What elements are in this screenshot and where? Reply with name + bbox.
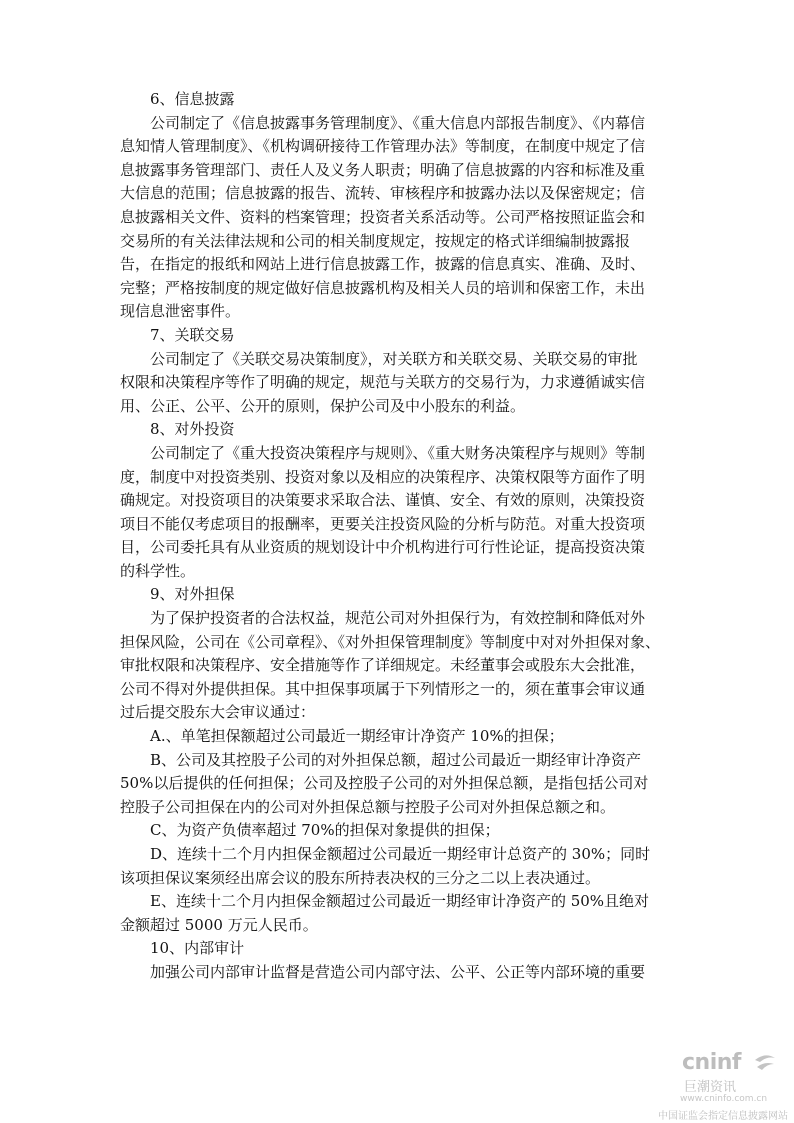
cninfo-watermark: [648, 1046, 794, 1123]
text-line: 控股子公司担保在内的公司对外担保总额与控股子公司对外担保总额之和。: [120, 797, 616, 816]
text-line: B、公司及其控股子公司的对外担保总额，超过公司最近一期经审计净资产: [150, 750, 642, 769]
text-line: 现信息泄密事件。: [120, 302, 241, 321]
text-line: 公司不得对外提供担保。其中担保事项属于下列情形之一的，须在董事会审议通: [120, 679, 646, 698]
text-line: D、连续十二个月内担保金额超过公司最近一期经审计总资产的 30%；同时: [150, 845, 651, 863]
text-line: 告，在指定的报纸和网站上进行信息披露工作，披露的信息真实、准确、及时、: [120, 255, 646, 274]
text-line: 该项担保议案须经出席会议的股东所持表决权的三分之二以上表决通过。: [120, 868, 601, 887]
text-line: 6、信息披露: [150, 90, 235, 108]
text-line: 过后提交股东大会审议通过：: [120, 703, 316, 722]
text-line: 度，制度中对投资类别、投资对象以及相应的决策程序、决策权限等方面作了明: [120, 467, 646, 486]
text-line: 50%以后提供的任何担保；公司及控股子公司的对外担保总额，是指包括公司对: [120, 774, 649, 793]
text-line: 7、关联交易: [150, 325, 235, 344]
text-line: 大信息的范围；信息披露的报告、流转、审核程序和披露办法以及保密规定；信: [120, 184, 646, 203]
watermark-subtitle: 巨潮资讯: [684, 1080, 737, 1095]
text-line: 目，公司委托具有从业资质的规划设计中介机构进行可行性论证，提高投资决策: [120, 538, 646, 557]
watermark-logo: cninf: [682, 1050, 741, 1075]
text-line: 公司制定了《关联交易决策制度》，对关联方和关联交易、关联交易的审批: [150, 349, 638, 368]
text-line: 为了保护投资者的合法权益，规范公司对外担保行为，有效控制和降低对外: [150, 609, 646, 628]
text-line: 项目不能仅考虑项目的报酬率，更要关注投资风险的分析与防范。对重大投资项: [120, 514, 646, 533]
text-line: 9、对外担保: [150, 585, 235, 604]
text-line: 完整；严格按制度的规定做好信息披露机构及相关人员的培训和保密工作，未出: [120, 278, 646, 297]
text-line: 公司制定了《重大投资决策程序与规则》、《重大财务决策程序与规则》等制: [150, 443, 646, 462]
text-line: 金额超过 5000 万元人民币。: [120, 915, 318, 934]
document-body: [120, 88, 680, 985]
text-line: A.、单笔担保额超过公司最近一期经审计净资产 10%的担保；: [150, 727, 564, 746]
watermark-caption: 中国证监会指定信息披露网站: [658, 1111, 788, 1122]
text-line: 确规定。对投资项目的决策要求采取合法、谨慎、安全、有效的原则，决策投资: [120, 491, 646, 510]
text-line: 10、内部审计: [150, 939, 245, 958]
text-line: 的科学性。: [120, 561, 196, 580]
text-line: 审批权限和决策程序、安全措施等作了详细规定。未经董事会或股东大会批准，: [120, 656, 646, 675]
text-line: 公司制定了《信息披露事务管理制度》、《重大信息内部报告制度》、《内幕信: [150, 113, 646, 132]
text-line: 交易所的有关法律法规和公司的相关制度规定，按规定的格式详细编制披露报: [120, 231, 631, 250]
text-line: C、为资产负债率超过 70%的担保对象提供的担保；: [150, 821, 500, 840]
text-line: 息知情人管理制度》、《机构调研接待工作管理办法》等制度，在制度中规定了信: [120, 137, 646, 156]
text-line: 息披露事务管理部门、责任人及义务人职责；明确了信息披露的内容和标准及重: [120, 160, 646, 179]
text-line: 加强公司内部审计监督是营造公司内部守法、公平、公正等内部环境的重要: [150, 962, 646, 981]
text-line: 担保风险，公司在《公司章程》、《对外担保管理制度》等制度中对对外担保对象、: [120, 632, 661, 651]
cninfo-swirl-icon: [752, 1052, 778, 1074]
text-line: 8、对外投资: [150, 420, 235, 439]
text-line: 用、公正、公平、公开的原则，保护公司及中小股东的利益。: [120, 396, 526, 415]
text-line: E、连续十二个月内担保金额超过公司最近一期经审计净资产的 50%且绝对: [150, 892, 650, 911]
text-line: 权限和决策程序等作了明确的规定，规范与关联方的交易行为，力求遵循诚实信: [120, 373, 646, 392]
text-line: 息披露相关文件、资料的档案管理；投资者关系活动等。公司严格按照证监会和: [120, 207, 646, 226]
watermark-url: www.cninfo.com.cn: [680, 1094, 768, 1104]
